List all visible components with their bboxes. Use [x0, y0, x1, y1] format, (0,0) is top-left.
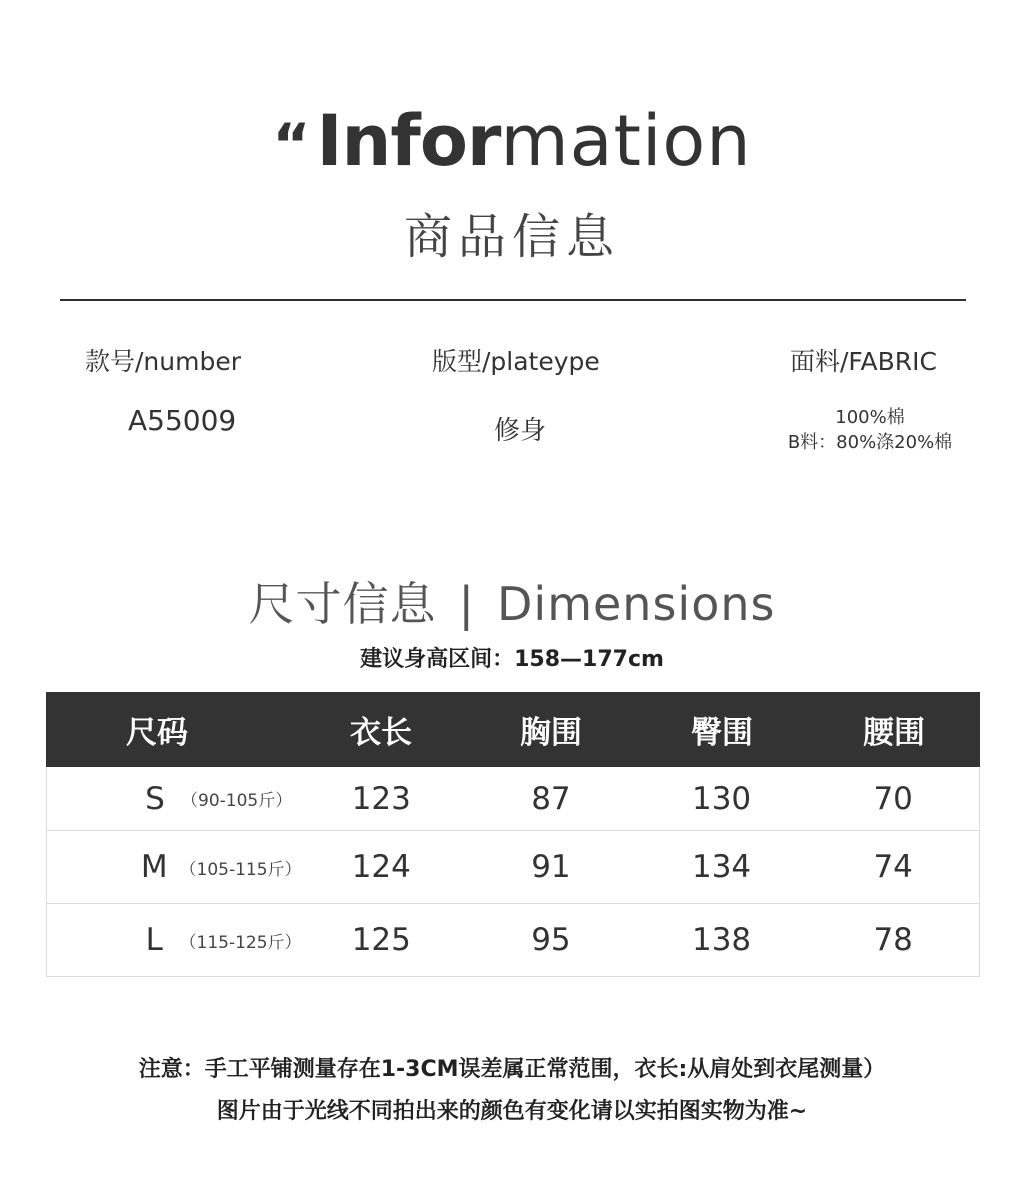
- size-cell: [47, 922, 302, 958]
- fabric-line-1: 100%棉: [835, 407, 905, 428]
- size-weight: （115-125斤）: [179, 932, 302, 953]
- size-table: [46, 692, 980, 977]
- plate-value: 修身: [494, 416, 547, 446]
- size-letter: M: [140, 849, 168, 885]
- dimensions-title-en: Dimensions: [497, 577, 776, 631]
- header-hip: 臀围: [691, 715, 753, 751]
- header-length: 衣长: [350, 715, 412, 751]
- fabric-label: 面料/FABRIC: [790, 347, 937, 376]
- size-letter: L: [145, 922, 163, 958]
- hip-cell: 130: [691, 780, 752, 817]
- chest-cell: 91: [531, 849, 571, 885]
- waist-cell: 70: [873, 780, 913, 817]
- divider-line: [60, 299, 966, 301]
- header-chest: 胸围: [520, 715, 582, 751]
- length-cell: 124: [351, 849, 411, 885]
- hip-cell: 138: [691, 922, 752, 958]
- note-line-1: 注意：手工平铺测量存在1-3CM误差属正常范围，衣长:从肩处到衣尾测量）: [138, 1057, 886, 1082]
- page-title: [0, 100, 1024, 180]
- quote-mark: “: [272, 111, 311, 179]
- size-weight: （105-115斤）: [179, 859, 302, 880]
- height-range: 建议身高区间：158—177cm: [360, 647, 664, 672]
- table-row: [47, 904, 979, 976]
- header-waist: 腰围: [863, 715, 925, 751]
- size-letter: S: [145, 780, 165, 817]
- title-bold-part: Infor: [316, 100, 501, 182]
- fabric-value: [770, 405, 970, 455]
- table-row: [47, 831, 979, 904]
- header-size: 尺码: [126, 715, 188, 751]
- size-weight: （90-105斤）: [181, 791, 293, 811]
- note-line-2: 图片由于光线不同拍出来的颜色有变化请以实拍图实物为准~: [216, 1099, 808, 1124]
- dimensions-separator: |: [458, 577, 475, 631]
- waist-cell: 74: [873, 849, 913, 885]
- size-cell: [47, 781, 296, 817]
- plate-label: 版型/plateype: [432, 347, 600, 376]
- length-cell: 125: [351, 922, 411, 958]
- chest-cell: 95: [531, 922, 571, 958]
- table-row: [47, 767, 979, 831]
- size-table-header: [46, 692, 980, 767]
- hip-cell: 134: [691, 849, 752, 885]
- fabric-line-2: B料：80%涤20%棉: [787, 432, 953, 453]
- page-subtitle: 商品信息: [403, 209, 620, 265]
- length-cell: 123: [351, 780, 411, 817]
- dimensions-title-cn: 尺寸信息: [248, 577, 437, 631]
- title-light-part: mation: [500, 100, 752, 182]
- number-value: A55009: [128, 404, 237, 437]
- chest-cell: 87: [531, 780, 571, 817]
- number-label: 款号/number: [85, 347, 241, 376]
- size-cell: [47, 849, 302, 885]
- dimensions-title: [0, 568, 1024, 634]
- waist-cell: 78: [873, 922, 913, 958]
- size-table-body: [46, 767, 980, 977]
